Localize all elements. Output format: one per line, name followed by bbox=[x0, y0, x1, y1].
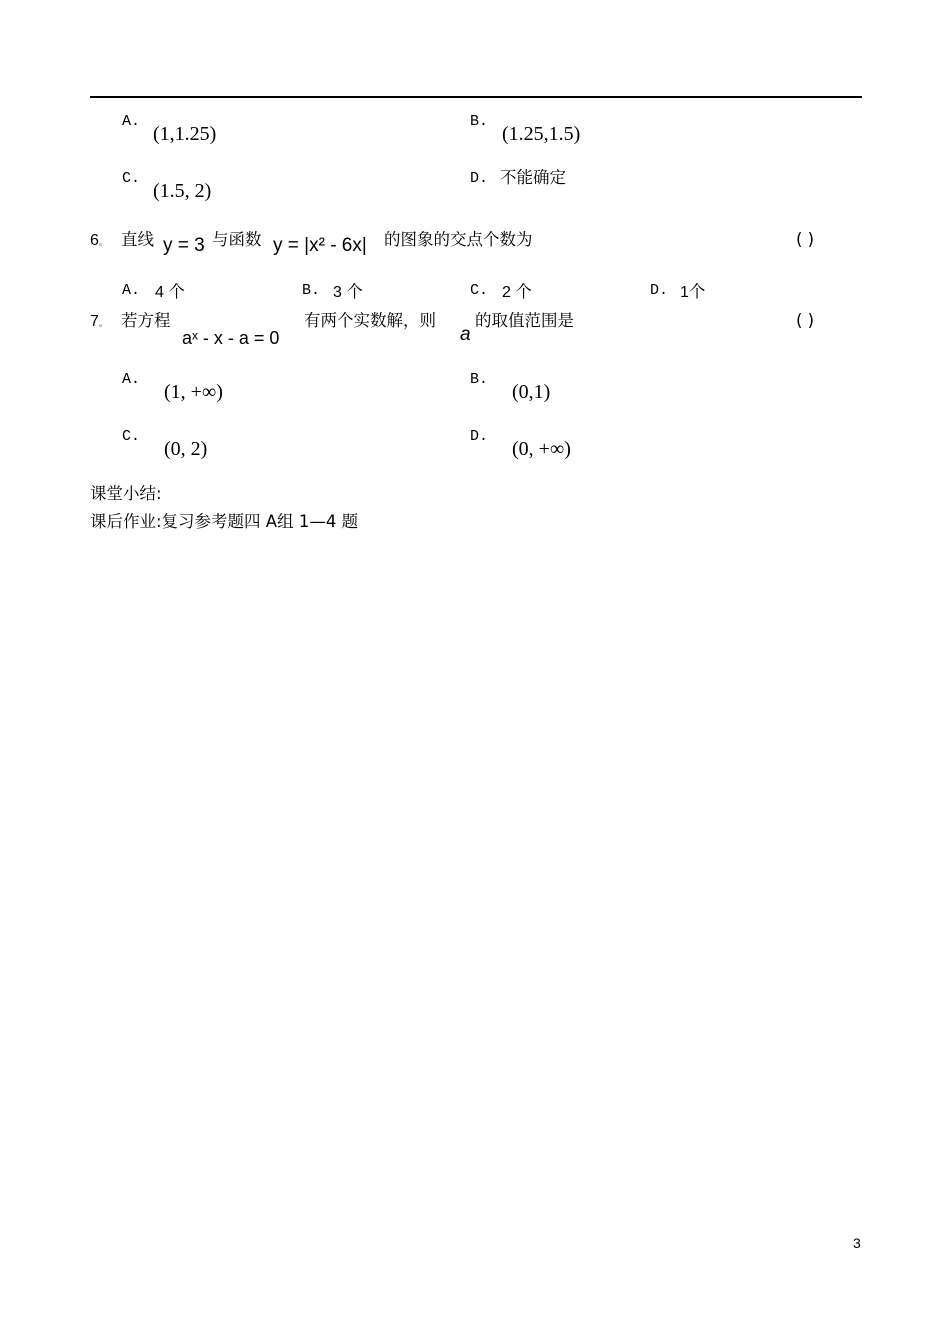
q7-option-d-value: (0, +∞) bbox=[512, 438, 571, 460]
page-number: 3 bbox=[853, 1235, 861, 1251]
q7-answer-bracket: ( ) bbox=[796, 311, 815, 330]
q5-option-b-label: B. bbox=[470, 113, 489, 130]
q5-option-c-label: C. bbox=[122, 170, 141, 187]
q7-option-a-label: A. bbox=[122, 371, 141, 388]
q5-option-a-value: (1,1.25) bbox=[153, 123, 217, 145]
q7-option-b-value: (0,1) bbox=[512, 381, 551, 403]
q6-option-b-label: B. bbox=[302, 282, 321, 299]
q7-option-c-value: (0, 2) bbox=[164, 438, 208, 460]
q7-stem-1: 若方程 bbox=[121, 311, 171, 330]
q7-option-a-value: (1, +∞) bbox=[164, 381, 223, 403]
q7-equation: aˣ - x - a = 0 bbox=[182, 328, 280, 348]
q6-option-c-value: 2 个 bbox=[502, 282, 532, 301]
q6-option-d-value: 1个 bbox=[680, 282, 706, 301]
q6-stem-3: 的图象的交点个数为 bbox=[384, 230, 533, 249]
q6-stem-2: 与函数 bbox=[212, 230, 262, 249]
q5-option-b-value: (1.25,1.5) bbox=[502, 123, 581, 145]
q7-option-b-label: B. bbox=[470, 371, 489, 388]
q6-answer-bracket: ( ) bbox=[796, 230, 815, 249]
q6-option-a-label: A. bbox=[122, 282, 141, 299]
q7-stem-3: 的取值范围是 bbox=[475, 311, 574, 330]
homework-line: 课后作业:复习参考题四 A组 1—4 题 bbox=[90, 512, 359, 531]
q5-option-d-value: 不能确定 bbox=[500, 168, 566, 187]
class-summary-label: 课堂小结: bbox=[90, 484, 162, 503]
q5-option-c-value: (1.5, 2) bbox=[153, 180, 212, 202]
q7-number: 7。 bbox=[90, 313, 108, 330]
q6-function-expression: y = |x² - 6x| bbox=[273, 235, 367, 256]
q6-stem-1: 直线 bbox=[121, 230, 154, 249]
q7-option-c-label: C. bbox=[122, 428, 141, 445]
q6-option-b-value: 3 个 bbox=[333, 282, 363, 301]
q7-variable: a bbox=[460, 324, 471, 345]
header-rule bbox=[90, 96, 862, 98]
q7-stem-2: 有两个实数解，则 bbox=[304, 311, 436, 330]
q6-option-a-value: 4 个 bbox=[155, 282, 185, 301]
q6-option-c-label: C. bbox=[470, 282, 489, 299]
q6-number: 6。 bbox=[90, 232, 108, 249]
q6-option-d-label: D. bbox=[650, 282, 669, 299]
q7-option-d-label: D. bbox=[470, 428, 489, 445]
q5-option-a-label: A. bbox=[122, 113, 141, 130]
q6-line-expression: y = 3 bbox=[163, 235, 205, 256]
q5-option-d-label: D. bbox=[470, 170, 489, 187]
